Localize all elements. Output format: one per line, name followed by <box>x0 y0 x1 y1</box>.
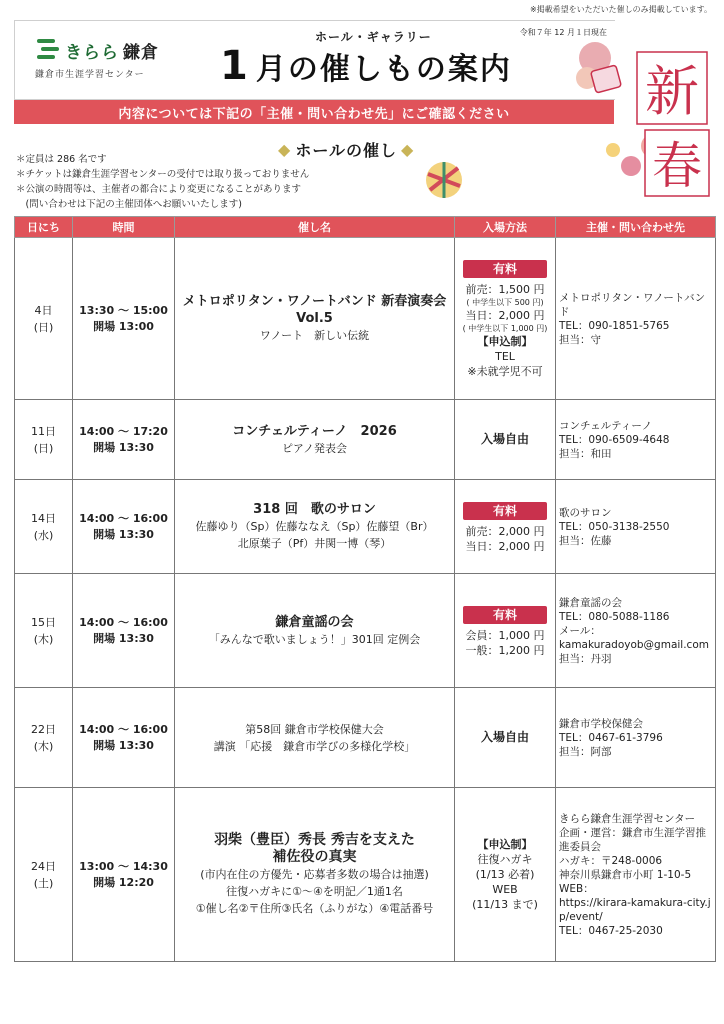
header-time: 時間 <box>73 217 175 238</box>
contact-cell <box>556 788 716 962</box>
new-year-decoration <box>565 38 715 198</box>
entry-line: WEB <box>492 883 518 896</box>
free-entry-label: 入場自由 <box>480 432 529 446</box>
event-time: 13:30 ～ 15:00 <box>79 303 168 317</box>
note-item: ＊公演の時間等は、主催者の都合により変更になることがあります <box>16 184 302 195</box>
flower-icon <box>621 156 641 176</box>
contact-line: コンチェルティーノ <box>559 419 653 432</box>
event-detail-line: ワノート 新しい伝統 <box>259 329 370 342</box>
time-cell <box>73 574 175 688</box>
table-row <box>15 688 716 788</box>
contact-line: TEL：080-5088-1186 <box>559 610 670 623</box>
entry-line: 一般：1,200 円 <box>465 643 545 657</box>
contact-line: 担当：佐藤 <box>559 534 612 547</box>
paid-badge: 有料 <box>463 260 547 278</box>
contact-line: 神奈川県鎌倉市小町 1-10-5 <box>559 868 692 881</box>
table-row <box>15 400 716 480</box>
entry-line: 前売：2,000 円 <box>465 524 545 538</box>
contact-line: TEL：0467-25-2030 <box>559 924 663 937</box>
time-cell <box>73 788 175 962</box>
contact-line: 歌のサロン <box>559 506 612 519</box>
date-cell <box>15 480 73 574</box>
event-day: 24日 <box>31 859 56 873</box>
doors-open-time: 開場 13:30 <box>93 440 154 454</box>
logo <box>35 37 159 80</box>
event-time: 14:00 ～ 16:00 <box>79 722 168 736</box>
date-cell <box>15 238 73 400</box>
table-row <box>15 480 716 574</box>
event-title-line: コンチェルティーノ 2026 <box>232 423 397 439</box>
header <box>14 20 615 100</box>
date-cell <box>15 788 73 962</box>
date-cell <box>15 688 73 788</box>
header-event: 催し名 <box>175 217 455 238</box>
paid-badge: 有料 <box>463 606 547 624</box>
kirara-logo-icon <box>35 37 61 63</box>
doors-open-time: 開場 13:30 <box>93 631 154 645</box>
diamond-icon: ◆ <box>401 140 415 159</box>
time-cell <box>73 238 175 400</box>
doors-open-time: 開場 12:20 <box>93 875 154 889</box>
entry-line: 前売：1,500 円 <box>465 283 545 296</box>
event-detail-line: 往復ハガキに①～④を明記／1通1名 <box>226 885 403 898</box>
entry-line: 【申込制】 <box>477 838 533 851</box>
event-name-cell <box>175 480 455 574</box>
inquiry-banner: 内容については下記の「主催・問い合わせ先」にご確認ください <box>14 100 614 124</box>
event-detail-line: 「みんなで歌いましょう！」301回 定例会 <box>208 632 421 646</box>
doors-open-time: 開場 13:30 <box>93 738 154 752</box>
title-text: 月の催しもの案内 <box>255 52 512 87</box>
event-day: 14日 <box>31 511 56 525</box>
section-heading-text: ホールの催し <box>295 141 397 160</box>
contact-line: メトロポリタン・ワノートバンド <box>559 291 706 318</box>
as-of-date: 令和７年 12 月１日現在 <box>519 28 607 37</box>
entry-line: 会員：1,000 円 <box>465 628 545 642</box>
temari-ball-icon <box>424 160 464 200</box>
spring-char: 春 <box>652 137 702 195</box>
entry-line: (11/13 まで) <box>472 898 538 911</box>
event-day: 15日 <box>31 615 56 629</box>
contact-cell <box>556 574 716 688</box>
event-detail-line: 佐藤ゆり（Sp）佐藤ななえ（Sp）佐藤望（Br） <box>195 520 434 533</box>
entry-cell <box>455 400 556 480</box>
contact-line: 企画・運営：鎌倉市生涯学習推進委員会 <box>559 826 706 853</box>
event-detail-line: 講演 「応援 鎌倉市学びの多様化学校」 <box>213 739 416 753</box>
event-title-line: 318 回 歌のサロン <box>253 502 376 517</box>
contact-line: メール： <box>559 624 601 637</box>
contact-line: 鎌倉童謡の会 <box>559 596 622 609</box>
header-date: 日にち <box>15 217 73 238</box>
entry-line: TEL <box>495 350 515 363</box>
date-cell <box>15 574 73 688</box>
free-entry-label: 入場自由 <box>480 730 529 744</box>
contact-line: TEL：050-3138-2550 <box>559 520 670 533</box>
table-row <box>15 238 716 400</box>
event-detail-line: 第58回 鎌倉市学校保健大会 <box>245 722 384 736</box>
contact-line: TEL：090-1851-5765 <box>559 319 670 332</box>
event-detail-line: ①催し名②〒住所③氏名（ふりがな）④電話番号 <box>195 902 434 915</box>
title-month: 1 <box>220 43 248 89</box>
event-weekday: (日) <box>33 441 54 455</box>
diamond-icon: ◆ <box>278 140 292 159</box>
event-name-cell <box>175 788 455 962</box>
hall-gallery-label: ホール・ギャラリー <box>315 30 432 44</box>
flower-icon <box>606 143 620 157</box>
entry-line: ( 中学生以下 1,000 円) <box>462 324 548 333</box>
entry-line: ※未就学児不可 <box>467 365 543 378</box>
event-name-cell <box>175 238 455 400</box>
event-title-line: 補佐役の真実 <box>272 849 357 865</box>
entry-cell <box>455 574 556 688</box>
contact-line: きらら鎌倉生涯学習センター <box>559 812 696 825</box>
entry-line: ( 中学生以下 500 円) <box>466 298 544 307</box>
event-detail-line: ピアノ発表会 <box>281 441 348 455</box>
contact-line: https://kirara-kamakura-city.jp/event/ <box>559 896 711 923</box>
event-day: 22日 <box>31 722 56 736</box>
header-contact: 主催・問い合わせ先 <box>556 217 716 238</box>
logo-name: 鎌倉 <box>123 42 159 63</box>
contact-line: TEL：090-6509-4648 <box>559 433 670 446</box>
event-weekday: (水) <box>33 528 54 542</box>
entry-line: 当日：2,000 円 <box>465 539 545 553</box>
event-title-line: メトロポリタン・ワノートバンド 新春演奏会 <box>182 294 447 309</box>
note-item: (問い合わせは下記の主催団体へお願いいたします) <box>16 199 242 210</box>
table-row <box>15 788 716 962</box>
entry-cell <box>455 480 556 574</box>
event-weekday: (木) <box>33 632 54 646</box>
logo-subtitle: 鎌倉市生涯学習センター <box>35 70 145 80</box>
entry-cell <box>455 238 556 400</box>
event-time: 13:00 ～ 14:30 <box>79 859 168 873</box>
contact-line: 担当：阿部 <box>559 745 612 758</box>
event-time: 14:00 ～ 16:00 <box>79 615 168 629</box>
notes <box>16 152 309 212</box>
entry-line: 【申込制】 <box>477 335 533 348</box>
event-name-cell <box>175 400 455 480</box>
entry-cell <box>455 688 556 788</box>
entry-line: 当日：2,000 円 <box>465 309 545 322</box>
event-time: 14:00 ～ 16:00 <box>79 511 168 525</box>
event-detail-line: 北原葉子（Pf）井関一博（琴） <box>237 537 392 550</box>
event-title-line: Vol.5 <box>296 311 333 326</box>
entry-cell <box>455 788 556 962</box>
contact-cell <box>556 688 716 788</box>
entry-line: (1/13 必着) <box>475 868 535 881</box>
event-name-cell <box>175 688 455 788</box>
top-notice: ※掲載希望をいただいた催しのみ掲載しています。 <box>529 5 712 14</box>
event-weekday: (土) <box>33 876 54 890</box>
contact-line: ハガキ：〒248-0006 <box>559 854 663 867</box>
event-title-line: 鎌倉童謡の会 <box>275 614 354 630</box>
contact-cell <box>556 400 716 480</box>
page-title <box>220 43 512 89</box>
event-name-cell <box>175 574 455 688</box>
note-item: ＊チケットは鎌倉生涯学習センターの受付では取り扱っておりません <box>16 169 310 180</box>
contact-line: 担当：守 <box>559 333 601 346</box>
doors-open-time: 開場 13:30 <box>93 527 154 541</box>
date-cell <box>15 400 73 480</box>
event-day: 4日 <box>34 303 53 317</box>
contact-line: TEL：0467-61-3796 <box>559 731 663 744</box>
doors-open-time: 開場 13:00 <box>93 319 154 333</box>
contact-line: 担当：丹羽 <box>559 652 612 665</box>
logo-mark-text: きらら <box>65 42 119 63</box>
event-weekday: (日) <box>33 320 54 334</box>
time-cell <box>73 400 175 480</box>
entry-line: 往復ハガキ <box>477 853 533 866</box>
contact-line: 担当：和田 <box>559 447 612 460</box>
contact-line: WEB： <box>559 882 594 895</box>
time-cell <box>73 480 175 574</box>
contact-line: 鎌倉市学校保健会 <box>559 717 643 730</box>
note-item: ＊定員は 286 名です <box>16 154 107 165</box>
event-day: 11日 <box>31 424 56 438</box>
table-header-row <box>15 217 716 238</box>
table-row <box>15 574 716 688</box>
event-title-line: 羽柴（豊臣）秀長 秀吉を支えた <box>214 832 415 848</box>
event-detail-line: (市内在住の方優先・応募者多数の場合は抽選) <box>200 868 429 881</box>
contact-cell <box>556 480 716 574</box>
event-time: 14:00 ～ 17:20 <box>79 424 168 438</box>
contact-cell <box>556 238 716 400</box>
time-cell <box>73 688 175 788</box>
contact-line: kamakuradoyob@gmail.com <box>559 638 709 651</box>
event-weekday: (木) <box>33 739 54 753</box>
paid-badge: 有料 <box>463 502 547 520</box>
header-entry: 入場方法 <box>455 217 556 238</box>
schedule-table <box>14 216 716 962</box>
new-char: 新 <box>645 60 699 123</box>
